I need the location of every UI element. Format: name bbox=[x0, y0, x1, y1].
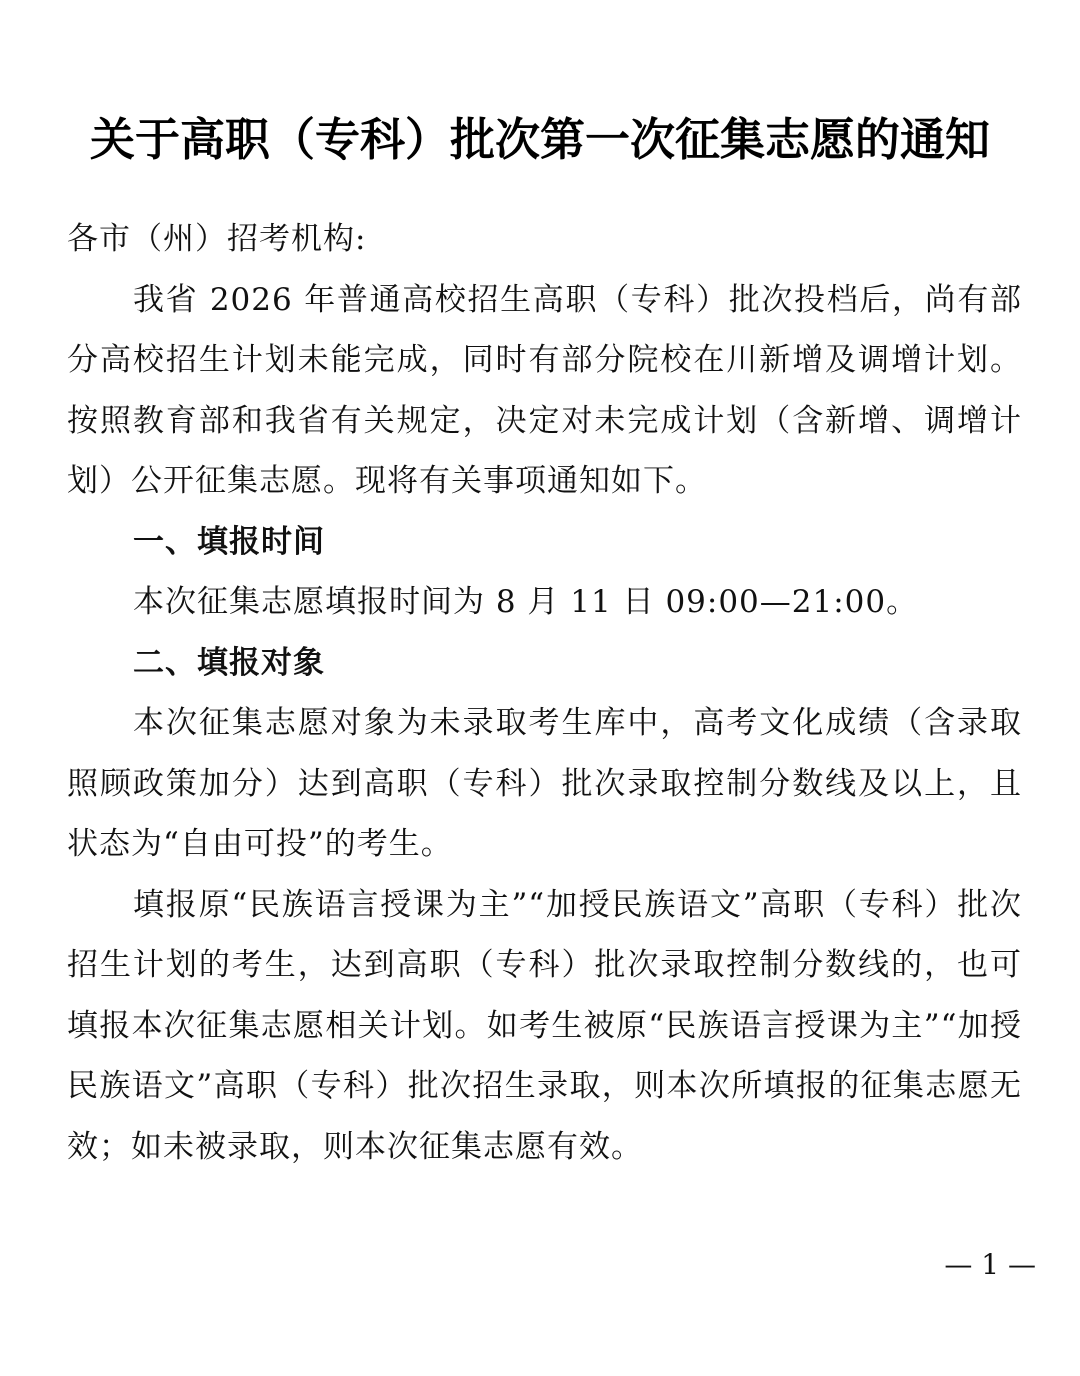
section-heading-time: 一、填报时间 bbox=[133, 523, 325, 560]
document-body bbox=[67, 209, 1022, 1177]
target-paragraph-1: 本次征集志愿对象为未录取考生库中，高考文化成绩（含录取照顾政策加分）达到高职（专科）批次录取控制分数线及以上，且状态为“自由可投”的考生。 bbox=[67, 705, 1022, 862]
page-number: — 1 — bbox=[944, 1248, 1036, 1281]
document-title: 关于高职（专科）批次第一次征集志愿的通知 bbox=[89, 113, 990, 167]
target-paragraph-2: 填报原“民族语言授课为主”“加授民族语文”高职（专科）批次招生计划的考生，达到高职（专科）批次录取控制分数线的，也可填报本次征集志愿相关计划。如考生被原“民族语言授课为主”“加授民族语文”高职（专科）批次招生录取，则本次所填报的征集志愿无效；如未被录取，则本次征集志愿有效。 bbox=[67, 886, 1022, 1165]
time-paragraph: 本次征集志愿填报时间为 8 月 11 日 09:00—21:00。 bbox=[133, 584, 919, 620]
section-heading-target: 二、填报对象 bbox=[133, 644, 325, 681]
salutation: 各市（州）招考机构: bbox=[67, 221, 367, 257]
intro-paragraph: 我省 2026 年普通高校招生高职（专科）批次投档后，尚有部分高校招生计划未能完成，同时有部分院校在川新增及调增计划。按照教育部和我省有关规定，决定对未完成计划（含新增、调增计划）公开征集志愿。现将有关事项通知如下。 bbox=[67, 281, 1022, 499]
